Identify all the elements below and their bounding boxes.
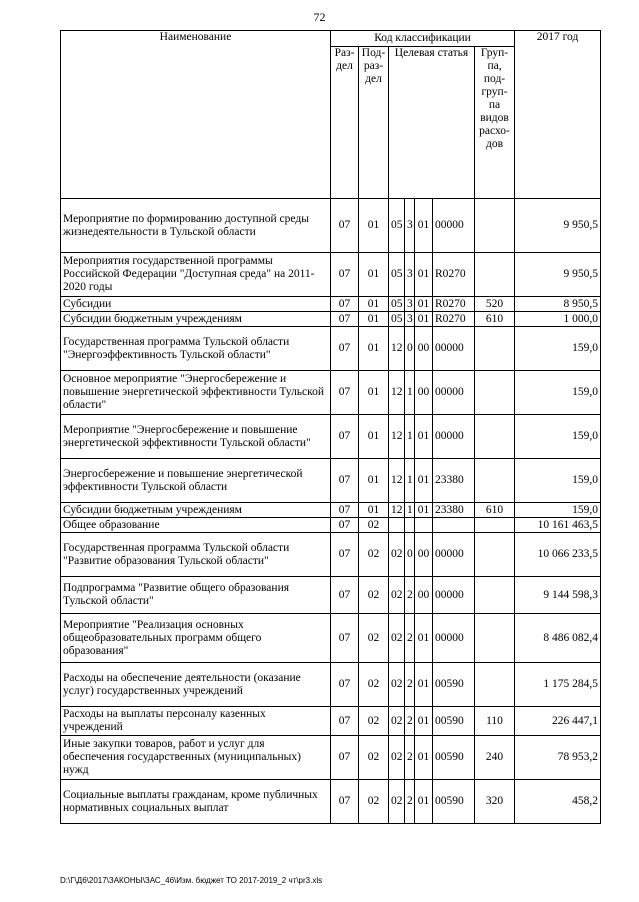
cell-rz: 07: [331, 780, 359, 824]
cell-cs1: [389, 518, 405, 533]
cell-amount: 9 950,5: [515, 199, 601, 253]
cell-cs2: 2: [405, 614, 415, 663]
cell-vr: [475, 459, 515, 503]
cell-amount: 10 066 233,5: [515, 533, 601, 577]
cell-cs3: [415, 518, 433, 533]
cell-pr: 01: [359, 327, 389, 371]
cell-cs3: 01: [415, 736, 433, 780]
cell-cs2: 2: [405, 780, 415, 824]
cell-amount: 8 486 082,4: [515, 614, 601, 663]
cell-cs1: 12: [389, 459, 405, 503]
cell-cs3: 01: [415, 312, 433, 327]
cell-cs2: 2: [405, 707, 415, 736]
cell-amount: 159,0: [515, 459, 601, 503]
table-row: [61, 736, 601, 780]
table-row: [61, 459, 601, 503]
cell-cs4: 00000: [433, 327, 475, 371]
cell-name: Государственная программа Тульской области "Энергоэффективность Тульской области": [61, 327, 331, 371]
cell-name: Мероприятия государственной программы Российской Федерации "Доступная среда" на 2011-2020 годы: [61, 253, 331, 297]
cell-cs1: 02: [389, 736, 405, 780]
cell-cs2: 3: [405, 297, 415, 312]
cell-cs2: [405, 518, 415, 533]
budget-table: [60, 30, 601, 824]
cell-vr: [475, 533, 515, 577]
page-number: 72: [313, 10, 326, 24]
cell-rz: 07: [331, 415, 359, 459]
cell-cs2: 1: [405, 503, 415, 518]
cell-vr: 110: [475, 707, 515, 736]
table-row: [61, 577, 601, 614]
cell-cs1: 02: [389, 577, 405, 614]
cell-cs3: 00: [415, 533, 433, 577]
cell-cs2: 1: [405, 459, 415, 503]
cell-pr: 01: [359, 253, 389, 297]
cell-vr: [475, 518, 515, 533]
cell-name: Мероприятие по формированию доступной среды жизнедеятельности в Тульской области: [61, 199, 331, 253]
table-row: [61, 253, 601, 297]
header-code: Код классификации: [331, 31, 515, 47]
header-target: Целевая статья: [389, 47, 475, 199]
cell-cs1: 02: [389, 614, 405, 663]
cell-rz: 07: [331, 663, 359, 707]
cell-cs4: 00000: [433, 199, 475, 253]
cell-cs4: 00590: [433, 736, 475, 780]
cell-cs4: 00000: [433, 371, 475, 415]
header-section: Раз-дел: [331, 47, 359, 199]
cell-cs4: 23380: [433, 503, 475, 518]
cell-cs2: 2: [405, 663, 415, 707]
table-row: [61, 312, 601, 327]
cell-cs2: 2: [405, 736, 415, 780]
cell-pr: 02: [359, 518, 389, 533]
cell-amount: 226 447,1: [515, 707, 601, 736]
cell-vr: 610: [475, 312, 515, 327]
cell-name: Мероприятие "Реализация основных общеобразовательных программ общего образования": [61, 614, 331, 663]
cell-cs3: 01: [415, 614, 433, 663]
cell-cs1: 12: [389, 371, 405, 415]
cell-cs2: 1: [405, 415, 415, 459]
cell-cs3: 01: [415, 780, 433, 824]
cell-name: Субсидии бюджетным учреждениям: [61, 312, 331, 327]
table-row: [61, 371, 601, 415]
cell-cs1: 05: [389, 253, 405, 297]
cell-rz: 07: [331, 199, 359, 253]
cell-cs3: 00: [415, 371, 433, 415]
cell-amount: 159,0: [515, 371, 601, 415]
cell-cs4: R0270: [433, 297, 475, 312]
cell-amount: 159,0: [515, 415, 601, 459]
cell-cs1: 12: [389, 415, 405, 459]
cell-cs2: 2: [405, 577, 415, 614]
cell-pr: 02: [359, 736, 389, 780]
cell-cs2: 0: [405, 533, 415, 577]
cell-name: Подпрограмма "Развитие общего образования Тульской области": [61, 577, 331, 614]
cell-amount: 1 000,0: [515, 312, 601, 327]
cell-vr: 320: [475, 780, 515, 824]
cell-cs1: 12: [389, 327, 405, 371]
cell-cs1: 12: [389, 503, 405, 518]
cell-cs4: R0270: [433, 312, 475, 327]
table-row: [61, 415, 601, 459]
cell-cs4: R0270: [433, 253, 475, 297]
cell-name: Энергосбережение и повышение энергетической эффективности Тульской области: [61, 459, 331, 503]
footer-file-path: D:\Г\Д6\2017\ЗАКОНЫ\ЗАС_46\Изм. бюджет ТО 2017-2019_2 чт\pr3.xls: [60, 876, 323, 885]
cell-cs3: 01: [415, 415, 433, 459]
cell-cs3: 00: [415, 327, 433, 371]
cell-pr: 02: [359, 533, 389, 577]
cell-amount: 159,0: [515, 503, 601, 518]
cell-cs3: 01: [415, 199, 433, 253]
cell-rz: 07: [331, 736, 359, 780]
cell-rz: 07: [331, 253, 359, 297]
table-row: [61, 297, 601, 312]
cell-cs2: 3: [405, 312, 415, 327]
cell-amount: 458,2: [515, 780, 601, 824]
cell-cs4: 00590: [433, 663, 475, 707]
cell-rz: 07: [331, 533, 359, 577]
cell-cs3: 01: [415, 503, 433, 518]
cell-name: Субсидии: [61, 297, 331, 312]
table-row: [61, 780, 601, 824]
header-year: 2017 год: [515, 31, 601, 199]
cell-vr: 240: [475, 736, 515, 780]
cell-rz: 07: [331, 327, 359, 371]
cell-vr: [475, 371, 515, 415]
cell-cs2: 3: [405, 253, 415, 297]
cell-cs1: 02: [389, 780, 405, 824]
cell-rz: 07: [331, 312, 359, 327]
cell-cs3: 01: [415, 297, 433, 312]
cell-name: Субсидии бюджетным учреждениям: [61, 503, 331, 518]
cell-name: Иные закупки товаров, работ и услуг для обеспечения государственных (муниципальных) нужд: [61, 736, 331, 780]
cell-amount: 9 950,5: [515, 253, 601, 297]
table-row: [61, 518, 601, 533]
cell-rz: 07: [331, 371, 359, 415]
cell-amount: 78 953,2: [515, 736, 601, 780]
header-group: Груп-па, под-груп-па видов расхо-дов: [475, 47, 515, 199]
table-row: [61, 663, 601, 707]
cell-name: Общее образование: [61, 518, 331, 533]
cell-cs1: 05: [389, 312, 405, 327]
cell-amount: 9 144 598,3: [515, 577, 601, 614]
cell-vr: [475, 253, 515, 297]
cell-pr: 01: [359, 199, 389, 253]
cell-rz: 07: [331, 503, 359, 518]
cell-cs3: 01: [415, 663, 433, 707]
cell-pr: 01: [359, 415, 389, 459]
cell-rz: 07: [331, 459, 359, 503]
cell-vr: [475, 577, 515, 614]
cell-cs4: 00590: [433, 780, 475, 824]
table-row: [61, 199, 601, 253]
cell-rz: 07: [331, 614, 359, 663]
cell-cs2: 1: [405, 371, 415, 415]
cell-pr: 01: [359, 297, 389, 312]
cell-pr: 01: [359, 312, 389, 327]
table-row: [61, 614, 601, 663]
cell-pr: 02: [359, 577, 389, 614]
cell-rz: 07: [331, 518, 359, 533]
cell-vr: [475, 327, 515, 371]
table-row: [61, 707, 601, 736]
cell-vr: [475, 415, 515, 459]
cell-vr: [475, 199, 515, 253]
cell-cs1: 02: [389, 533, 405, 577]
cell-vr: [475, 663, 515, 707]
cell-pr: 02: [359, 663, 389, 707]
cell-name: Государственная программа Тульской области "Развитие образования Тульской области": [61, 533, 331, 577]
cell-rz: 07: [331, 707, 359, 736]
cell-cs1: 05: [389, 297, 405, 312]
cell-cs4: 00590: [433, 707, 475, 736]
cell-cs4: 00000: [433, 614, 475, 663]
cell-amount: 10 161 463,5: [515, 518, 601, 533]
cell-name: Расходы на обеспечение деятельности (оказание услуг) государственных учреждений: [61, 663, 331, 707]
cell-pr: 01: [359, 459, 389, 503]
table-row: [61, 533, 601, 577]
cell-amount: 8 950,5: [515, 297, 601, 312]
cell-name: Расходы на выплаты персоналу казенных учреждений: [61, 707, 331, 736]
cell-name: Мероприятие "Энергосбережение и повышение энергетической эффективности Тульской области": [61, 415, 331, 459]
cell-vr: 520: [475, 297, 515, 312]
cell-name: Основное мероприятие "Энергосбережение и повышение энергетической эффективности Тульской области": [61, 371, 331, 415]
cell-pr: 01: [359, 371, 389, 415]
header-name: Наименование: [61, 31, 331, 199]
cell-cs1: 02: [389, 707, 405, 736]
cell-cs4: 00000: [433, 533, 475, 577]
cell-vr: 610: [475, 503, 515, 518]
cell-pr: 02: [359, 707, 389, 736]
cell-name: Социальные выплаты гражданам, кроме публичных нормативных социальных выплат: [61, 780, 331, 824]
cell-amount: 1 175 284,5: [515, 663, 601, 707]
cell-vr: [475, 614, 515, 663]
cell-cs3: 01: [415, 253, 433, 297]
cell-rz: 07: [331, 577, 359, 614]
cell-cs3: 00: [415, 577, 433, 614]
cell-pr: 01: [359, 503, 389, 518]
cell-cs4: 23380: [433, 459, 475, 503]
cell-cs4: 00000: [433, 577, 475, 614]
header-subsection: Под-раз-дел: [359, 47, 389, 199]
cell-amount: 159,0: [515, 327, 601, 371]
table-row: [61, 327, 601, 371]
table-row: [61, 503, 601, 518]
cell-cs2: 0: [405, 327, 415, 371]
cell-pr: 02: [359, 614, 389, 663]
cell-cs3: 01: [415, 459, 433, 503]
cell-pr: 02: [359, 780, 389, 824]
cell-cs1: 02: [389, 663, 405, 707]
cell-cs4: [433, 518, 475, 533]
cell-cs2: 3: [405, 199, 415, 253]
cell-rz: 07: [331, 297, 359, 312]
cell-cs4: 00000: [433, 415, 475, 459]
cell-cs1: 05: [389, 199, 405, 253]
cell-cs3: 01: [415, 707, 433, 736]
